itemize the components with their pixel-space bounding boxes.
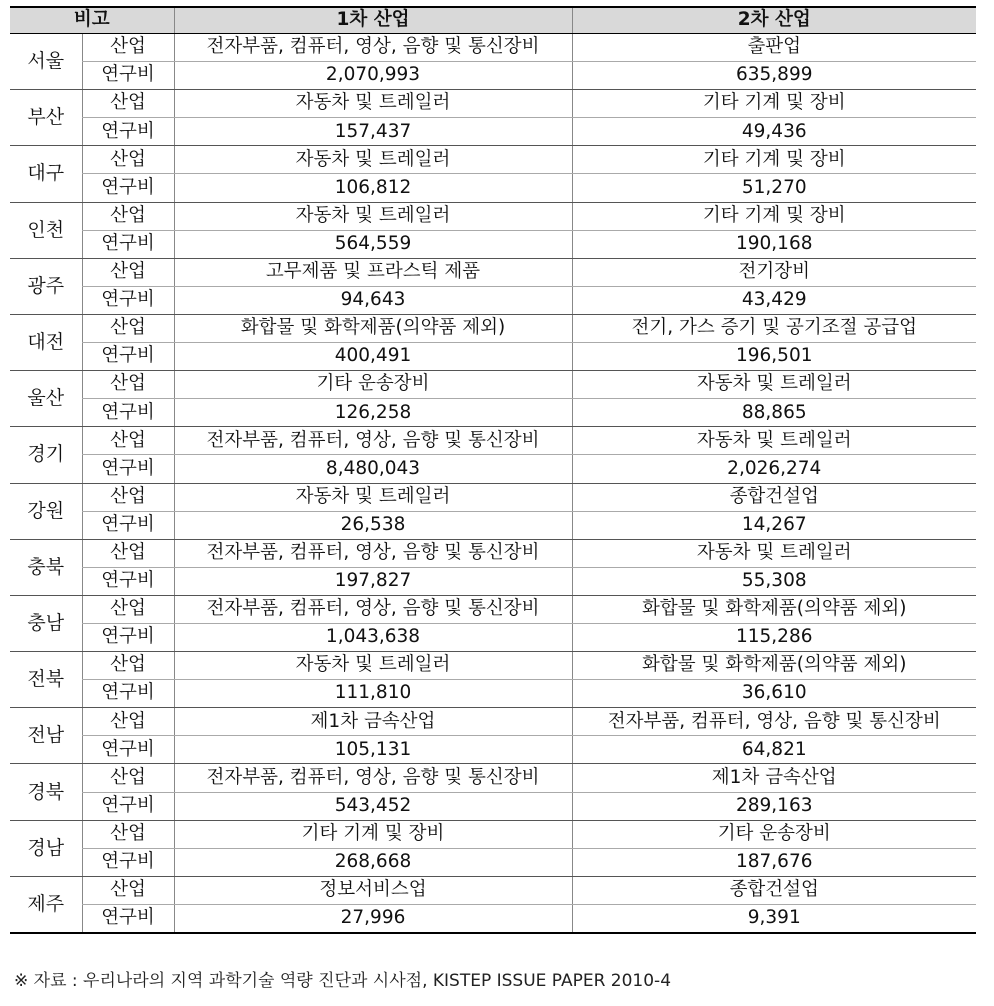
row-label-industry: 산업 xyxy=(82,258,174,286)
first-rd-cell: 1,043,638 xyxy=(174,623,572,651)
first-industry-cell: 화합물 및 화학제품(의약품 제외) xyxy=(174,314,572,342)
first-industry-cell: 자동차 및 트레일러 xyxy=(174,90,572,118)
first-industry-cell: 전자부품, 컴퓨터, 영상, 음향 및 통신장비 xyxy=(174,34,572,62)
row-label-rd: 연구비 xyxy=(82,623,174,651)
table-row xyxy=(10,764,976,792)
table-row xyxy=(10,708,976,736)
table-row xyxy=(10,680,976,708)
table-row xyxy=(10,258,976,286)
table-row xyxy=(10,118,976,146)
first-rd-cell: 111,810 xyxy=(174,680,572,708)
row-label-rd: 연구비 xyxy=(82,848,174,876)
first-industry-cell: 자동차 및 트레일러 xyxy=(174,652,572,680)
row-label-rd: 연구비 xyxy=(82,567,174,595)
row-label-rd: 연구비 xyxy=(82,343,174,371)
row-label-industry: 산업 xyxy=(82,708,174,736)
region-name: 서울 xyxy=(10,34,82,90)
regional-industry-table xyxy=(10,6,976,934)
table-row xyxy=(10,90,976,118)
region-name: 울산 xyxy=(10,371,82,427)
first-rd-cell: 94,643 xyxy=(174,286,572,314)
second-rd-cell: 43,429 xyxy=(572,286,976,314)
first-industry-cell: 전자부품, 컴퓨터, 영상, 음향 및 통신장비 xyxy=(174,595,572,623)
table-row xyxy=(10,652,976,680)
first-rd-cell: 543,452 xyxy=(174,792,572,820)
table-row xyxy=(10,623,976,651)
region-name: 인천 xyxy=(10,202,82,258)
row-label-rd: 연구비 xyxy=(82,399,174,427)
row-label-industry: 산업 xyxy=(82,146,174,174)
second-industry-cell: 자동차 및 트레일러 xyxy=(572,539,976,567)
second-rd-cell: 64,821 xyxy=(572,736,976,764)
second-rd-cell: 196,501 xyxy=(572,343,976,371)
table-header-row xyxy=(10,7,976,34)
row-label-rd: 연구비 xyxy=(82,62,174,90)
row-label-rd: 연구비 xyxy=(82,792,174,820)
second-industry-cell: 종합건설업 xyxy=(572,483,976,511)
second-industry-cell: 자동차 및 트레일러 xyxy=(572,427,976,455)
second-industry-cell: 전자부품, 컴퓨터, 영상, 음향 및 통신장비 xyxy=(572,708,976,736)
row-label-industry: 산업 xyxy=(82,876,174,904)
second-rd-cell: 187,676 xyxy=(572,848,976,876)
second-rd-cell: 115,286 xyxy=(572,623,976,651)
table-row xyxy=(10,34,976,62)
second-industry-cell: 기타 운송장비 xyxy=(572,820,976,848)
table-row xyxy=(10,146,976,174)
second-industry-cell: 기타 기계 및 장비 xyxy=(572,90,976,118)
row-label-rd: 연구비 xyxy=(82,904,174,933)
first-rd-cell: 268,668 xyxy=(174,848,572,876)
region-name: 광주 xyxy=(10,258,82,314)
first-industry-cell: 기타 기계 및 장비 xyxy=(174,820,572,848)
table-row xyxy=(10,539,976,567)
table-row xyxy=(10,455,976,483)
table-row xyxy=(10,399,976,427)
first-rd-cell: 126,258 xyxy=(174,399,572,427)
first-rd-cell: 26,538 xyxy=(174,511,572,539)
row-label-rd: 연구비 xyxy=(82,174,174,202)
second-industry-cell: 전기장비 xyxy=(572,258,976,286)
table-row xyxy=(10,286,976,314)
table-row xyxy=(10,343,976,371)
table-row xyxy=(10,567,976,595)
second-industry-cell: 전기, 가스 증기 및 공기조절 공급업 xyxy=(572,314,976,342)
table-row xyxy=(10,427,976,455)
region-name: 경남 xyxy=(10,820,82,876)
second-industry-cell: 화합물 및 화학제품(의약품 제외) xyxy=(572,595,976,623)
source-footnote: ※ 자료 : 우리나라의 지역 과학기술 역량 진단과 시사점, KISTEP ISSUE PAPER 2010-4 xyxy=(14,971,672,991)
table-row xyxy=(10,314,976,342)
table-body xyxy=(10,34,976,934)
row-label-industry: 산업 xyxy=(82,483,174,511)
row-label-rd: 연구비 xyxy=(82,118,174,146)
header-first-industry: 1차 산업 xyxy=(174,7,572,34)
second-industry-cell: 기타 기계 및 장비 xyxy=(572,146,976,174)
second-industry-cell: 출판업 xyxy=(572,34,976,62)
first-rd-cell: 27,996 xyxy=(174,904,572,933)
first-industry-cell: 자동차 및 트레일러 xyxy=(174,202,572,230)
region-name: 경기 xyxy=(10,427,82,483)
table-row xyxy=(10,371,976,399)
first-industry-cell: 전자부품, 컴퓨터, 영상, 음향 및 통신장비 xyxy=(174,764,572,792)
first-industry-cell: 자동차 및 트레일러 xyxy=(174,483,572,511)
table-row xyxy=(10,483,976,511)
table-row xyxy=(10,876,976,904)
first-rd-cell: 2,070,993 xyxy=(174,62,572,90)
region-name: 강원 xyxy=(10,483,82,539)
second-rd-cell: 36,610 xyxy=(572,680,976,708)
first-rd-cell: 564,559 xyxy=(174,230,572,258)
table-row xyxy=(10,820,976,848)
table-row xyxy=(10,792,976,820)
row-label-rd: 연구비 xyxy=(82,230,174,258)
row-label-industry: 산업 xyxy=(82,820,174,848)
table-row xyxy=(10,736,976,764)
region-name: 제주 xyxy=(10,876,82,933)
row-label-industry: 산업 xyxy=(82,539,174,567)
row-label-rd: 연구비 xyxy=(82,511,174,539)
second-rd-cell: 635,899 xyxy=(572,62,976,90)
table-row xyxy=(10,904,976,933)
second-rd-cell: 49,436 xyxy=(572,118,976,146)
second-industry-cell: 화합물 및 화학제품(의약품 제외) xyxy=(572,652,976,680)
first-industry-cell: 자동차 및 트레일러 xyxy=(174,146,572,174)
header-region: 비고 xyxy=(10,7,174,34)
second-industry-cell: 제1차 금속산업 xyxy=(572,764,976,792)
region-name: 부산 xyxy=(10,90,82,146)
second-rd-cell: 51,270 xyxy=(572,174,976,202)
row-label-industry: 산업 xyxy=(82,34,174,62)
industry-table-container xyxy=(10,6,976,934)
row-label-rd: 연구비 xyxy=(82,680,174,708)
second-rd-cell: 88,865 xyxy=(572,399,976,427)
first-industry-cell: 제1차 금속산업 xyxy=(174,708,572,736)
region-name: 경북 xyxy=(10,764,82,820)
row-label-industry: 산업 xyxy=(82,314,174,342)
header-second-industry: 2차 산업 xyxy=(572,7,976,34)
region-name: 충북 xyxy=(10,539,82,595)
row-label-rd: 연구비 xyxy=(82,286,174,314)
table-row xyxy=(10,511,976,539)
table-row xyxy=(10,848,976,876)
region-name: 전북 xyxy=(10,652,82,708)
row-label-rd: 연구비 xyxy=(82,455,174,483)
second-rd-cell: 14,267 xyxy=(572,511,976,539)
second-rd-cell: 289,163 xyxy=(572,792,976,820)
first-rd-cell: 400,491 xyxy=(174,343,572,371)
row-label-rd: 연구비 xyxy=(82,736,174,764)
first-industry-cell: 기타 운송장비 xyxy=(174,371,572,399)
second-rd-cell: 9,391 xyxy=(572,904,976,933)
region-name: 전남 xyxy=(10,708,82,764)
first-industry-cell: 정보서비스업 xyxy=(174,876,572,904)
row-label-industry: 산업 xyxy=(82,427,174,455)
region-name: 대전 xyxy=(10,314,82,370)
first-industry-cell: 전자부품, 컴퓨터, 영상, 음향 및 통신장비 xyxy=(174,427,572,455)
first-rd-cell: 106,812 xyxy=(174,174,572,202)
first-industry-cell: 전자부품, 컴퓨터, 영상, 음향 및 통신장비 xyxy=(174,539,572,567)
region-name: 대구 xyxy=(10,146,82,202)
first-rd-cell: 157,437 xyxy=(174,118,572,146)
region-name: 충남 xyxy=(10,595,82,651)
row-label-industry: 산업 xyxy=(82,595,174,623)
first-rd-cell: 105,131 xyxy=(174,736,572,764)
table-row xyxy=(10,230,976,258)
second-rd-cell: 2,026,274 xyxy=(572,455,976,483)
row-label-industry: 산업 xyxy=(82,764,174,792)
second-industry-cell: 기타 기계 및 장비 xyxy=(572,202,976,230)
table-row xyxy=(10,202,976,230)
second-rd-cell: 55,308 xyxy=(572,567,976,595)
table-row xyxy=(10,595,976,623)
second-industry-cell: 자동차 및 트레일러 xyxy=(572,371,976,399)
row-label-industry: 산업 xyxy=(82,202,174,230)
first-rd-cell: 197,827 xyxy=(174,567,572,595)
row-label-industry: 산업 xyxy=(82,652,174,680)
table-row xyxy=(10,174,976,202)
table-row xyxy=(10,62,976,90)
row-label-industry: 산업 xyxy=(82,371,174,399)
row-label-industry: 산업 xyxy=(82,90,174,118)
first-industry-cell: 고무제품 및 프라스틱 제품 xyxy=(174,258,572,286)
second-industry-cell: 종합건설업 xyxy=(572,876,976,904)
second-rd-cell: 190,168 xyxy=(572,230,976,258)
first-rd-cell: 8,480,043 xyxy=(174,455,572,483)
